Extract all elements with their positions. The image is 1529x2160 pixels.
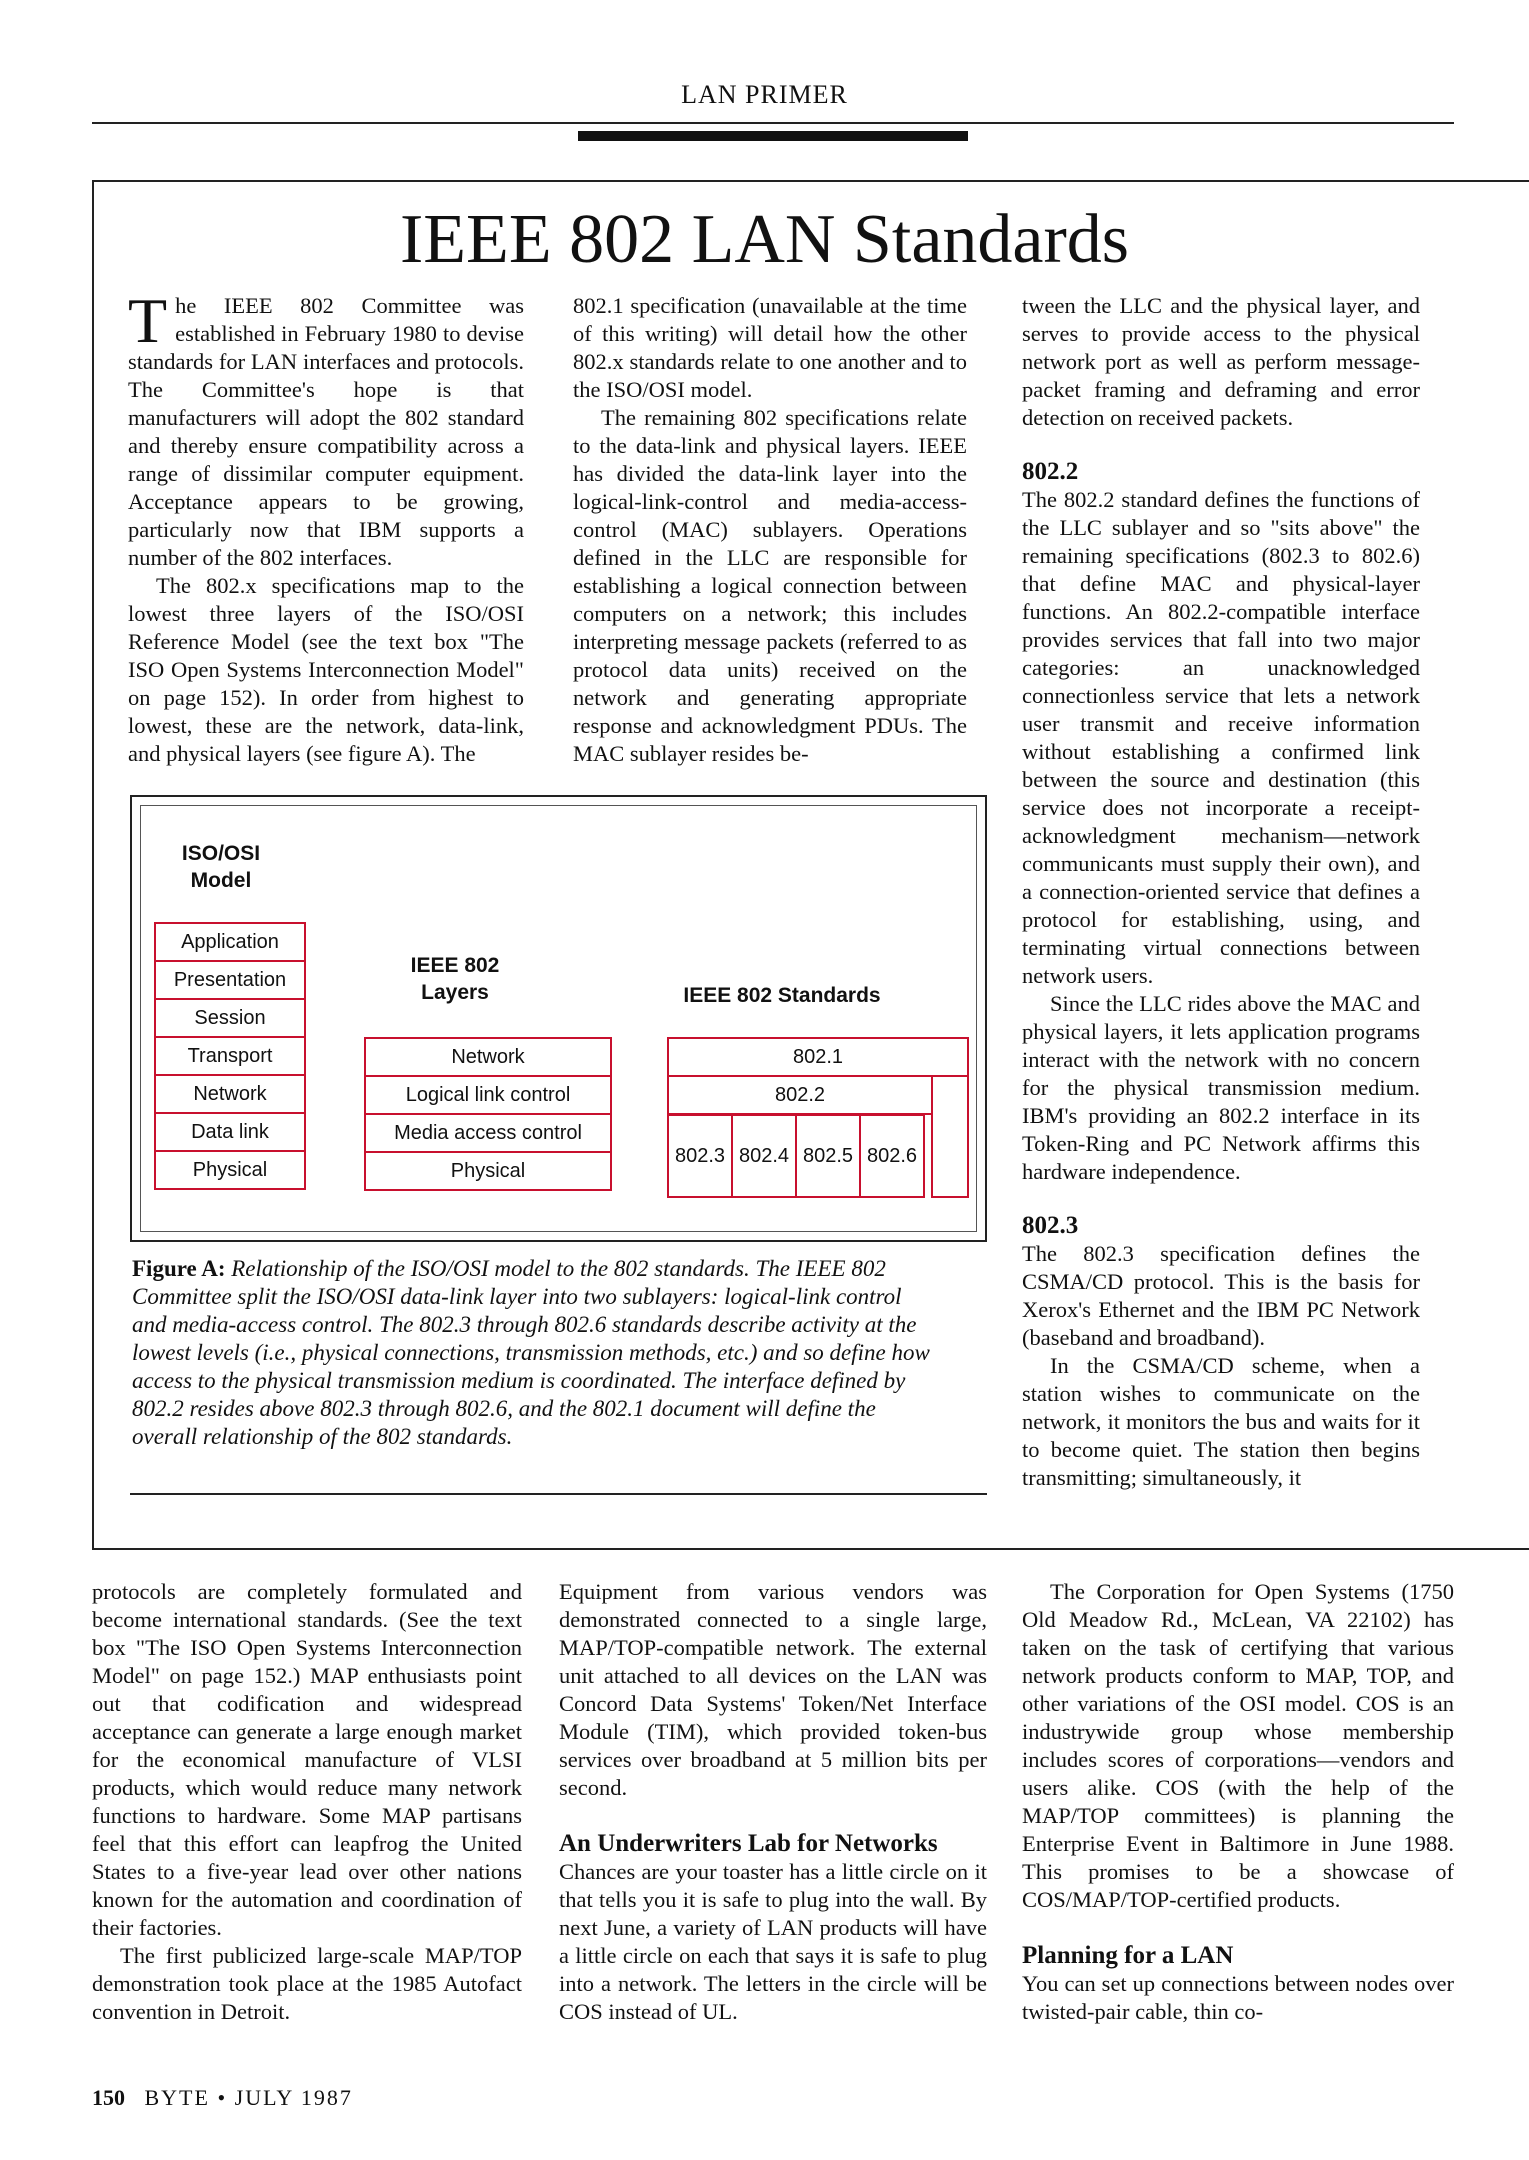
page-footer bbox=[92, 2085, 353, 2111]
body-col1-paragraph-1: protocols are completely formulated and become international standards. (See the text box "The ISO Open Systems Interconnection Model" on page 152.) MAP enthusiasts point out that codification and widespread acceptance can generate a large enough market for the economical manufacture of VLSI products, which would reduce many network functions to hardware. Some MAP partisans feel that this effort can leapfrog the United States to a five-year lead over other nations known for the automation and coordination of their factories. bbox=[92, 1579, 522, 1940]
header-rule bbox=[92, 122, 1454, 124]
body-col2-paragraph-2: Chances are your toaster has a little circle on it that tells you it is safe to plug into the wall. By next June, a variety of LAN products will have a little circle on each that says it is safe to plug into a network. The letters in the circle will be COS instead of UL. bbox=[559, 1859, 987, 2024]
body-col1-paragraph-2: The first publicized large-scale MAP/TOP demonstration took place at the 1985 Autofact convention in Detroit. bbox=[92, 1943, 522, 2024]
box-column-1 bbox=[128, 285, 524, 768]
body-column-2 bbox=[559, 1578, 987, 2026]
heading-underwriters-lab: An Underwriters Lab for Networks bbox=[559, 1830, 938, 1857]
box-col3-paragraph-5: In the CSMA/CD scheme, when a station wishes to communicate on the network, it monitors the bus and waits for it to become quiet. The station then begins transmitting; simultaneously, it bbox=[1022, 1353, 1420, 1490]
ieee-layer: Logical link control bbox=[364, 1075, 612, 1115]
figure-a bbox=[130, 795, 987, 1242]
osi-layer: Session bbox=[154, 998, 306, 1038]
standard-802-4: 802.4 bbox=[731, 1114, 797, 1198]
standard-802-2: 802.2 bbox=[667, 1075, 933, 1115]
publication-line: BYTE • JULY 1987 bbox=[144, 2085, 353, 2110]
standard-802-3: 802.3 bbox=[667, 1114, 733, 1198]
ieee-standards-heading: IEEE 802 Standards bbox=[683, 984, 881, 1007]
running-head: LAN PRIMER bbox=[681, 80, 848, 109]
box-col2-paragraph-2: The remaining 802 specifications relate to the data-link and physical layers. IEEE has divided the data-link layer into the logical-link-control and media-access-control (MAC) sublayers. Operations defined in the LLC are responsible for establishing a logical connection between computers on a network; this includes interpreting message packets (referred to as protocol data units) received on the network and generating appropriate response and acknowledgment PDUs. The MAC sublayer resides be- bbox=[573, 405, 967, 766]
heading-802-2: 802.2 bbox=[1022, 458, 1079, 485]
caption-label: Figure A: bbox=[132, 1256, 226, 1281]
standard-802-1: 802.1 bbox=[667, 1037, 969, 1077]
ieee-layer-stack bbox=[364, 1037, 612, 1191]
page-number: 150 bbox=[92, 2085, 125, 2110]
osi-layer: Transport bbox=[154, 1036, 306, 1076]
osi-layer: Physical bbox=[154, 1150, 306, 1190]
box-col3-paragraph-2: The 802.2 standard defines the functions of the LLC sublayer and so "sits above" the remaining specifications (802.3 to 802.6) that define MAC and physical-layer functions. An 802.2-compatible interface provides services that fall into two major categories: an unacknowledged connectionless service that lets a network user transmit and receive information without establishing a confirmed link between the source and destination (this service does not incorporate a receipt-acknowledgment mechanism—network communicants must supply their own), and a connection-oriented service that defines a protocol for establishing, using, and terminating virtual connections between network users. bbox=[1022, 487, 1420, 988]
ieee-layers-heading: IEEE 802 Layers bbox=[410, 954, 500, 1004]
figure-caption bbox=[132, 1255, 932, 1451]
box-col1-paragraph-2: The 802.x specifications map to the lowest three layers of the ISO/OSI Reference Model (see the text box "The ISO Open Systems Interconnection Model" on page 152). In order from highest to lowest, these are the network, data-link, and physical layers (see figure A). The bbox=[128, 573, 524, 766]
drop-cap: T bbox=[128, 285, 168, 356]
ieee-layer: Media access control bbox=[364, 1113, 612, 1153]
heading-planning-lan: Planning for a LAN bbox=[1022, 1942, 1234, 1969]
box-col3-paragraph-3: Since the LLC rides above the MAC and physical layers, it lets application programs interact with the network with no concern for the physical transmission medium. IBM's providing an 802.2 interface in its Token-Ring and PC Network affirms this hardware independence. bbox=[1022, 991, 1420, 1184]
caption-text: Relationship of the ISO/OSI model to the 802 standards. The IEEE 802 Committee split the ISO/OSI data-link layer into two sublayers: logical-link control and media-access control. The 802.3 through 802.6 standards describe activity at the lowest levels (i.e., physical connections, transmission methods, etc.) and so define how access to the physical transmission medium is coordinated. The interface defined by 802.2 resides above 802.3 through 802.6, and the 802.1 document will define the overall relationship of the 802 standards. bbox=[132, 1256, 930, 1449]
body-col3-paragraph-1: The Corporation for Open Systems (1750 Old Meadow Rd., McLean, VA 22102) has taken on the task of certifying that various network products conform to MAP, TOP, and other variations of the OSI model. COS is an industrywide group whose membership includes scores of corporations—vendors and users alike. COS (with the help of the MAP/TOP committees) is planning the Enterprise Event in Baltimore in June 1988. This promises to be a showcase of COS/MAP/TOP-certified products. bbox=[1022, 1579, 1454, 1912]
box-col1-paragraph-1: he IEEE 802 Committee was established in February 1980 to devise standards for LAN interfaces and protocols. The Committee's hope is that manufacturers will adopt the 802 standard and thereby ensure compatibility across a range of dissimilar computer equipment. Acceptance appears to be growing, particularly now that IBM supports a number of the 802 interfaces. bbox=[128, 293, 524, 570]
header-bar bbox=[578, 131, 968, 141]
osi-layer: Data link bbox=[154, 1112, 306, 1152]
ieee-layer: Physical bbox=[364, 1151, 612, 1191]
osi-layer: Application bbox=[154, 922, 306, 962]
sidebar-title: IEEE 802 LAN Standards bbox=[399, 201, 1130, 278]
osi-layer-stack bbox=[154, 922, 306, 1190]
ieee-layer: Network bbox=[364, 1037, 612, 1077]
body-col2-paragraph-1: Equipment from various vendors was demonstrated connected to a single large, MAP/TOP-compatible network. The external unit attached to all devices on the LAN was Concord Data Systems' Token/Net Interface Module (TIM), which provided token-bus services over broadband at 5 million bits per second. bbox=[559, 1579, 987, 1800]
body-column-3 bbox=[1022, 1578, 1454, 2026]
box-column-2 bbox=[573, 292, 967, 768]
osi-layer: Network bbox=[154, 1074, 306, 1114]
standard-802-5: 802.5 bbox=[795, 1114, 861, 1198]
heading-802-3: 802.3 bbox=[1022, 1212, 1079, 1239]
body-column-1 bbox=[92, 1578, 522, 2026]
box-col3-paragraph-1: tween the LLC and the physical layer, and serves to provide access to the physical network port as well as perform message-packet framing and deframing and error detection on received packets. bbox=[1022, 293, 1420, 430]
box-col3-paragraph-4: The 802.3 specification defines the CSMA/CD protocol. This is the basis for Xerox's Ethernet and the IBM PC Network (baseband and broadband). bbox=[1022, 1241, 1420, 1350]
box-col2-paragraph-1: 802.1 specification (unavailable at the time of this writing) will detail how the other 802.x standards relate to one another and to the ISO/OSI model. bbox=[573, 293, 967, 402]
mac-standards-row bbox=[667, 1114, 925, 1198]
standard-802-6: 802.6 bbox=[859, 1114, 925, 1198]
standard-802-1-side bbox=[931, 1075, 969, 1198]
osi-heading: ISO/OSI Model bbox=[181, 842, 261, 892]
body-col3-paragraph-2: You can set up connections between nodes over twisted-pair cable, thin co- bbox=[1022, 1971, 1454, 2024]
osi-layer: Presentation bbox=[154, 960, 306, 1000]
box-column-3 bbox=[1022, 292, 1420, 1492]
caption-rule bbox=[130, 1493, 987, 1495]
